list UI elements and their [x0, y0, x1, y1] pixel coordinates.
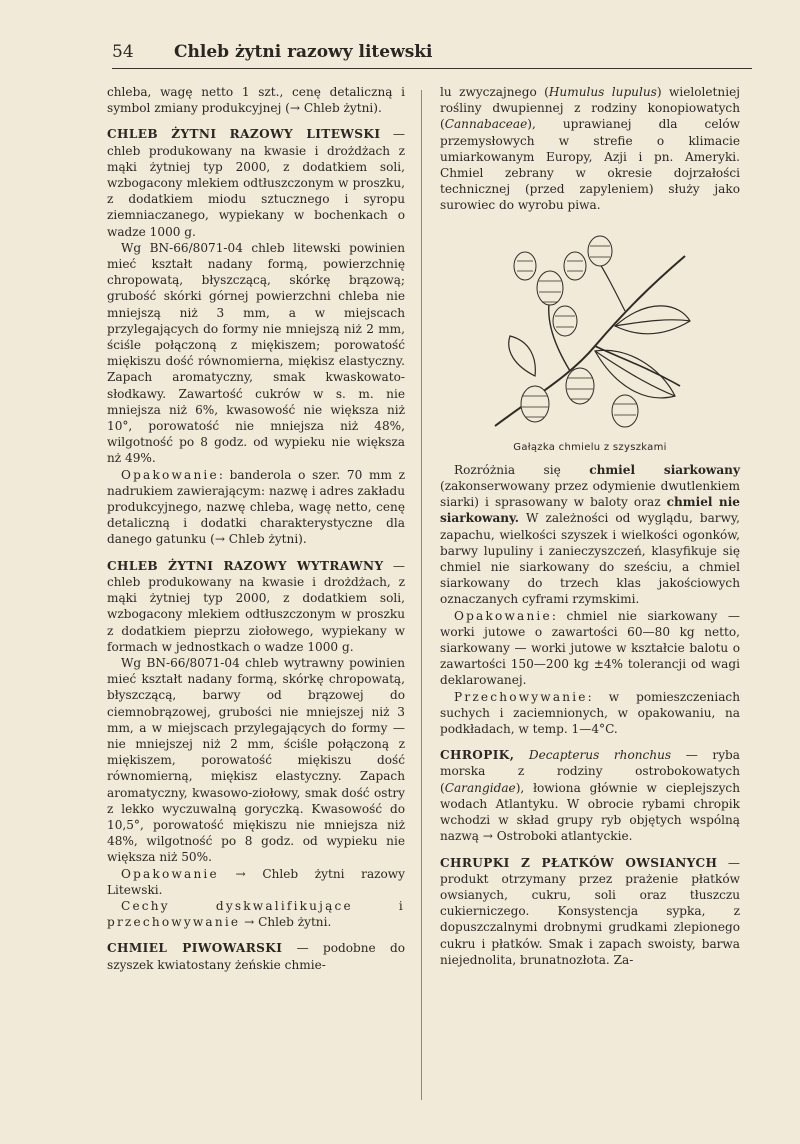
storage-paragraph: [440, 689, 740, 738]
entry-chrupki: [440, 855, 740, 968]
latin-name: Decapterus rhonchus: [528, 748, 672, 763]
text-run: — ryba morska z rodziny ostrobokowatych (: [440, 748, 740, 795]
entry-chleb-litewski: [107, 126, 405, 239]
features-label: Cechy dyskwalifikujące i przechowywanie: [107, 898, 405, 930]
packaging-text: : banderola o szer. 70 mm z nadrukiem zawierającym: nazwę i adres zakładu produkcyjnego, nazwę chleba, wagę netto, cenę detaliczną i dodatki charakterystyczne dla danego gatunku (→ Chleb żytni).: [107, 467, 405, 547]
text-run: Rozróżnia się: [454, 462, 590, 477]
entry-headword: CHLEB ŻYTNI RAZOWY LITEWSKI: [107, 127, 381, 142]
packaging-text: → Chleb żytni razowy Litewski.: [107, 866, 405, 897]
packaging-label: Opakowanie: [454, 608, 552, 623]
page-number: 54: [112, 42, 134, 62]
figure-caption: Gałązka chmielu z szyszkami: [513, 441, 667, 453]
latin-name: Carangidae: [444, 780, 516, 795]
entry-headword: CHRUPKI Z PŁATKÓW OWSIANYCH: [440, 855, 718, 870]
features-paragraph: [107, 898, 405, 930]
text-run: ) wieloletniej rośliny dwupiennej z rodziny konopiowatych (: [440, 85, 740, 132]
bold-term: chmiel nie siarkowany.: [440, 495, 740, 526]
entry-headword: CHLEB ŻYTNI RAZOWY WYTRAWNY: [107, 558, 384, 573]
features-text: → Chleb żytni.: [240, 915, 332, 930]
text-run: ), uprawianej dla celów przemysłowych w strefie o klimacie umiarkowanym Europy, Azji i pn. Ameryki. Chmiel zebrany w okresie dojrzałości technicznej (przed zapyleniem) służy jako surowiec do wyrobu piwa.: [440, 117, 740, 213]
text-run: W zależności od wyglądu, barwy, zapachu, wielkości szyszek i wielkości ogonków, barwy lupuliny i zanieczyszczeń, klasyfikuje się chmiel nie siarkowany do sześciu, a chmiel siarkowany do trzech klas jakościowych oznaczanych cyframi rzymskimi.: [440, 511, 740, 607]
entry-paragraph: Wg BN-66/8071-04 chleb litewski powinien mieć kształt nadany formą, powierzchnię chropowatą, błyszczącą, skórkę brązową; grubość skórki górnej powierzchni chleba nie mniejszą niż 3 mm, a w miejscach przylegających do formy nie mniejszą niż 2 mm, ściśle połączoną z miękiszem; porowatość miękiszu dość równomierna, miękisz elastyczny. Zapach aromatyczny, smak kwaskowato-słodkawy. Zawartość cukrów w s. m. nie mniejsza niż 6%, kwasowość nie większa niż 10°, porowatość nie mniejsza niż 48%, wilgotność po 8 godz. od wypieku nie większa nż 49%.: [107, 240, 405, 466]
entry-definition: — produkt otrzymany przez prażenie płatków owsianych, cukru, soli oraz tłuszczu cukierniczego. Konsystencja sypka, z dopuszczalnymi drobnymi grudkami zlepionego cukru i płatków. Smak i zapach swoisty, barwa niejednolita, brunatnozłota. Za-: [440, 855, 740, 967]
latin-name: Cannabaceae: [444, 117, 528, 132]
packaging-paragraph: [107, 467, 405, 548]
entry-chropik: [440, 747, 740, 844]
entry-paragraph: Wg BN-66/8071-04 chleb wytrawny powinien mieć kształt nadany formą, skórkę chropowatą, błyszczącą, barwy od brązowej do ciemnobrązowej, grubości nie mniejszej niż 3 mm, a w miejscach przylegających do formy — nie mniejszej niż 2 mm, ściśle połączoną z miękiszem, porowatość miękiszu dość równomierną, miękisz elastyczny. Zapach aromatyczny, kwasowo-ziołowy, smak dość ostry z lekko wyczuwalną goryczką. Kwasowość do 10,5°, porowatość miękiszu nie mniejsza niż 48%, wilgotność po 8 godz. od wypieku nie większa niż 50%.: [107, 655, 405, 865]
running-title: Chleb żytni razowy litewski: [174, 42, 433, 62]
entry-chleb-wytrawny: [107, 558, 405, 655]
continued-paragraph: chleba, wagę netto 1 szt., cenę detaliczną i symbol zmiany produkcyjnej (→ Chleb żytni).: [107, 85, 405, 116]
text-run: ), łowiona głównie w cieplejszych wodach Atlantyku. W obrocie rybami chropik wchodzi w skład grupy ryb objętych wspólną nazwą → Ostroboki atlantyckie.: [440, 780, 740, 844]
right-column: [440, 84, 740, 968]
latin-name: Humulus lupulus: [548, 85, 657, 99]
packaging-label: Opakowanie: [121, 467, 219, 482]
text-run: (zakonserwowany przez odymienie dwutlenkiem siarki) i sprasowany w baloty oraz: [440, 479, 740, 510]
entry-definition: — chleb produkowany na kwasie i drożdżach z mąki żytniej typ 2000, z dodatkiem soli, wzbogacony mlekiem odtłuszczonym w proszku, z dodatkiem miodu sztucznego i syropu ziemniaczanego, wypiekany w bochenkach o wadze 1000 g.: [107, 127, 405, 239]
entry-headword: CHMIEL PIWOWARSKI: [107, 941, 283, 956]
text-run: lu zwyczajnego (: [440, 85, 549, 99]
classification-paragraph: [440, 462, 740, 608]
storage-label: Przechowywanie: [454, 689, 588, 704]
packaging-paragraph: [440, 608, 740, 689]
column-divider: [421, 90, 422, 1100]
entry-chmiel: [107, 940, 405, 972]
packaging-label: Opakowanie: [121, 866, 219, 881]
continued-paragraph: [440, 84, 740, 214]
packaging-paragraph: [107, 866, 405, 898]
entry-definition: — chleb produkowany na kwasie i drożdżach, z mąki żytniej typ 2000, z dodatkiem soli, wzbogacony mlekiem odtłuszczonym w proszku z dodatkiem pieprzu ziołowego, wypiekany w formach w jednostkach o wadze 1000 g.: [107, 558, 405, 654]
hop-illustration: [440, 226, 740, 456]
hop-branch-drawing: [475, 226, 705, 436]
packaging-text: : chmiel nie siarkowany — worki jutowe o zawartości 60—80 kg netto, siarkowany — worki jutowe w kształcie balotu o zawartości 150—200 kg ±4% tolerancji od wagi deklarowanej.: [440, 608, 740, 688]
entry-headword: CHROPIK,: [440, 748, 515, 763]
left-column: [107, 84, 405, 973]
page-header: [112, 40, 752, 69]
entry-definition: — podobne do szyszek kwiatostany żeńskie chmie-: [107, 941, 405, 972]
bold-term: chmiel siarkowany: [589, 462, 741, 477]
storage-text: : w pomieszczeniach suchych i zaciemnionych, w opakowaniu, na podkładach, w temp. 1—4°C.: [440, 689, 740, 737]
